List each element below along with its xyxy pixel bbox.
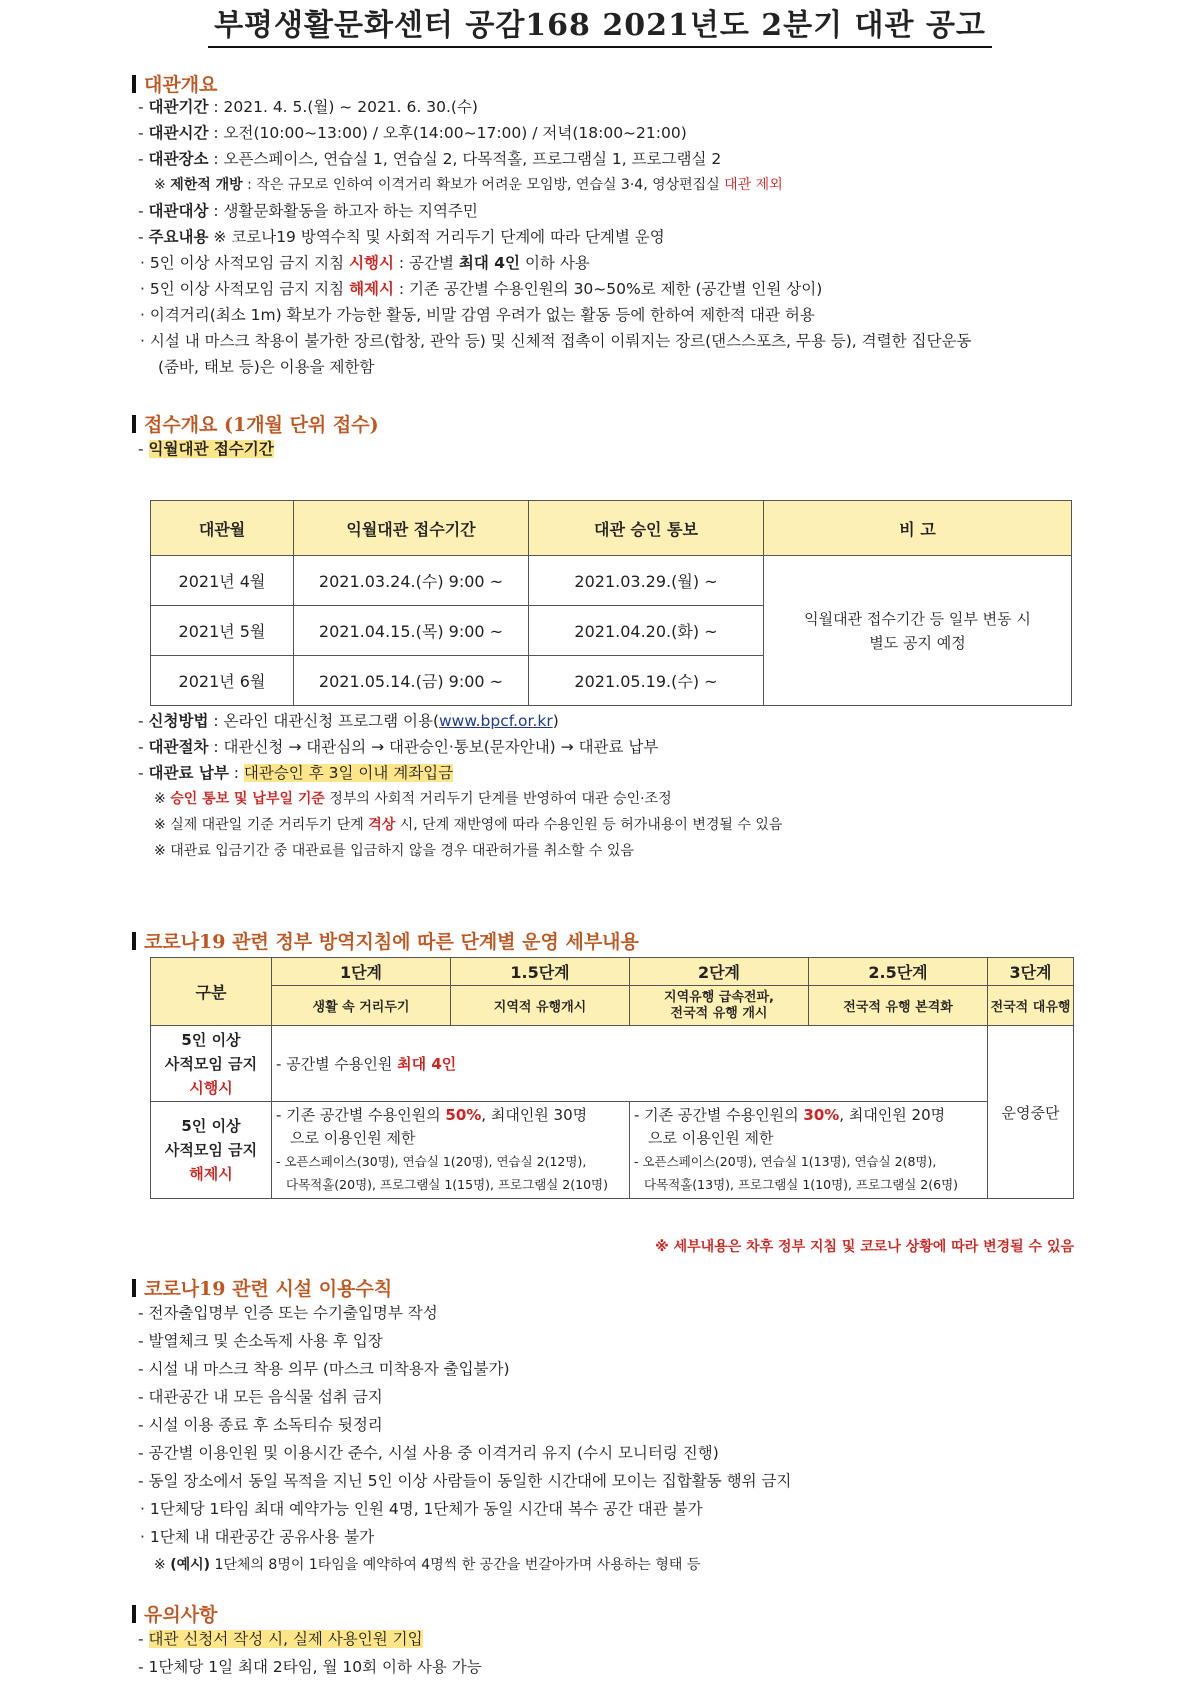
table-cell: - 공간별 수용인원 최대 4인	[272, 1026, 988, 1102]
section-heading-notice: 유의사항	[132, 1600, 217, 1627]
table-header: 2단계	[630, 958, 809, 986]
table-cell: 2021.05.19.(수) ~	[529, 656, 764, 706]
website-link[interactable]: www.bpcf.or.kr	[439, 712, 553, 730]
list-subitem: · 1단체당 1타임 최대 예약가능 인원 4명, 1단체가 동일 시간대 복수 공간 대관 불가	[140, 1500, 703, 1518]
list-item: - 동일 장소에서 동일 목적을 지닌 5인 이상 사람들이 동일한 시간대에 모이는 집합활동 행위 금지	[138, 1472, 792, 1490]
list-subitem: · 1단체 내 대관공간 공유사용 불가	[140, 1528, 375, 1546]
table-cell: 2021.03.24.(수) 9:00 ~	[294, 556, 529, 606]
rental-period: - 대관기간 : 2021. 4. 5.(월) ~ 2021. 6. 30.(수)	[138, 98, 478, 116]
table-header: 1단계	[272, 958, 451, 986]
table-cell: 2021.04.20.(화) ~	[529, 606, 764, 656]
table-cell: - 기존 공간별 수용인원의 30%, 최대인원 20명 으로 이용인원 제한 - 오픈스페이스(20명), 연습실 1(13명), 연습실 2(8명), 다목적홀(13명), 프로그램실 1(10명), 프로그램실 2(6명)	[630, 1102, 988, 1199]
table-header: 익월대관 접수기간	[294, 501, 529, 556]
note-escalation: ※ 실제 대관일 기준 거리두기 단계 격상 시, 단계 재반영에 따라 수용인원 등 허가내용이 변경될 수 있음	[154, 817, 783, 833]
table-header: 전국적 유행 본격화	[809, 986, 988, 1026]
remarks-cell: 익월대관 접수기간 등 일부 변동 시 별도 공지 예정	[764, 556, 1072, 706]
table-cell: 2021.05.14.(금) 9:00 ~	[294, 656, 529, 706]
table-header: 지역유행 급속전파, 전국적 유행 개시	[630, 986, 809, 1026]
rental-time: - 대관시간 : 오전(10:00~13:00) / 오후(14:00~17:00) / 저녁(18:00~21:00)	[138, 124, 687, 142]
table-row	[151, 556, 1072, 606]
page-title: 부평생활문화센터 공감168 2021년도 2분기 대관 공고	[0, 0, 1200, 48]
bullet-lifted: · 5인 이상 사적모임 금지 지침 해제시 : 기존 공간별 수용인원의 30~50%로 제한 (공간별 인원 상이)	[140, 280, 823, 298]
list-item: - 발열체크 및 손소독제 사용 후 입장	[138, 1332, 383, 1350]
bullet-mask-cont: (줌바, 태보 등)은 이용을 제한함	[158, 358, 375, 376]
note-approval: ※ 승인 통보 및 납부일 기준 정부의 사회적 거리두기 단계를 반영하여 대관 승인·조정	[154, 791, 672, 807]
rental-target: - 대관대상 : 생활문화활동을 하고자 하는 지역주민	[138, 202, 478, 220]
table-header: 구분	[151, 958, 272, 1026]
stage-footnote: ※ 세부내용은 차후 정부 지침 및 코로나 상황에 따라 변경될 수 있음	[655, 1239, 1074, 1255]
notice-item: - 대관 신청서 작성 시, 실제 사용인원 기입	[138, 1630, 423, 1648]
list-item: - 시설 이용 종료 후 소독티슈 뒷정리	[138, 1416, 383, 1434]
table-header: 전국적 대유행	[988, 986, 1074, 1026]
section-heading-rules: 코로나19 관련 시설 이용수칙	[132, 1274, 392, 1301]
rental-place: - 대관장소 : 오픈스페이스, 연습실 1, 연습실 2, 다목적홀, 프로그램실 1, 프로그램실 2	[138, 150, 722, 168]
table-cell: 2021년 4월	[151, 556, 294, 606]
table-header: 생활 속 거리두기	[272, 986, 451, 1026]
notice-item: - 1단체당 1일 최대 2타임, 월 10회 이하 사용 가능	[138, 1658, 482, 1676]
list-item: - 공간별 이용인원 및 이용시간 준수, 시설 사용 중 이격거리 유지 (수시 모니터링 진행)	[138, 1444, 719, 1462]
table-cell: 2021.03.29.(월) ~	[529, 556, 764, 606]
bullet-distance: · 이격거리(최소 1m) 확보가 가능한 활동, 비말 감염 우려가 없는 활동 등에 한하여 제한적 대관 허용	[140, 306, 815, 324]
table-cell: 2021년 6월	[151, 656, 294, 706]
stage-table	[150, 957, 1074, 1199]
table-cell: 2021.04.15.(목) 9:00 ~	[294, 606, 529, 656]
table-header: 3단계	[988, 958, 1074, 986]
table-cell: 운영중단	[988, 1026, 1074, 1199]
limited-open-note: ※ 제한적 개방 : 작은 규모로 인하여 이격거리 확보가 어려운 모임방, 연습실 3·4, 영상편집실 대관 제외	[154, 177, 783, 193]
list-item: - 대관공간 내 모든 음식물 섭취 금지	[138, 1388, 383, 1406]
fee-payment: - 대관료 납부 : 대관승인 후 3일 이내 계좌입금	[138, 764, 454, 782]
row-header: 5인 이상 사적모임 금지 해제시	[151, 1102, 272, 1199]
table-header: 1.5단계	[451, 958, 630, 986]
table-row	[151, 1102, 1074, 1199]
table-header: 지역적 유행개시	[451, 986, 630, 1026]
main-content: - 주요내용 ※ 코로나19 방역수칙 및 사회적 거리두기 단계에 따라 단계별 운영	[138, 228, 665, 246]
table-row	[151, 1026, 1074, 1102]
table-header: 대관월	[151, 501, 294, 556]
apply-method: - 신청방법 : 온라인 대관신청 프로그램 이용(www.bpcf.or.kr)	[138, 712, 559, 730]
section-heading-overview: 대관개요	[132, 70, 217, 97]
rental-procedure: - 대관절차 : 대관신청 → 대관심의 → 대관승인·통보(문자안내) → 대관료 납부	[138, 738, 659, 756]
list-item: - 시설 내 마스크 착용 의무 (마스크 미착용자 출입불가)	[138, 1360, 510, 1378]
section-heading-stages: 코로나19 관련 정부 방역지침에 따른 단계별 운영 세부내용	[132, 927, 639, 954]
bullet-enforced: · 5인 이상 사적모임 금지 지침 시행시 : 공간별 최대 4인 이하 사용	[140, 254, 590, 272]
list-item: - 전자출입명부 인증 또는 수기출입명부 작성	[138, 1304, 438, 1322]
table-cell: - 기존 공간별 수용인원의 50%, 최대인원 30명 으로 이용인원 제한 - 오픈스페이스(30명), 연습실 1(20명), 연습실 2(12명), 다목적홀(20명), 프로그램실 1(15명), 프로그램실 2(10명)	[272, 1102, 630, 1199]
table-header: 2.5단계	[809, 958, 988, 986]
reception-table	[150, 500, 1072, 706]
row-header: 5인 이상 사적모임 금지 시행시	[151, 1026, 272, 1102]
table-cell: 2021년 5월	[151, 606, 294, 656]
table-header: 비 고	[764, 501, 1072, 556]
table-header: 대관 승인 통보	[529, 501, 764, 556]
example-note: ※ (예시) 1단체의 8명이 1타임을 예약하여 4명씩 한 공간을 번갈아가며 사용하는 형태 등	[154, 1557, 701, 1573]
note-cancel: ※ 대관료 입금기간 중 대관료를 입금하지 않을 경우 대관허가를 취소할 수 있음	[154, 843, 634, 859]
section-heading-reception: 접수개요 (1개월 단위 접수)	[132, 410, 379, 437]
reception-period-label: - 익월대관 접수기간	[138, 440, 274, 458]
bullet-mask: · 시설 내 마스크 착용이 불가한 장르(합창, 관악 등) 및 신체적 접촉이 이뤄지는 장르(댄스스포츠, 무용 등), 격렬한 집단운동	[140, 332, 972, 350]
